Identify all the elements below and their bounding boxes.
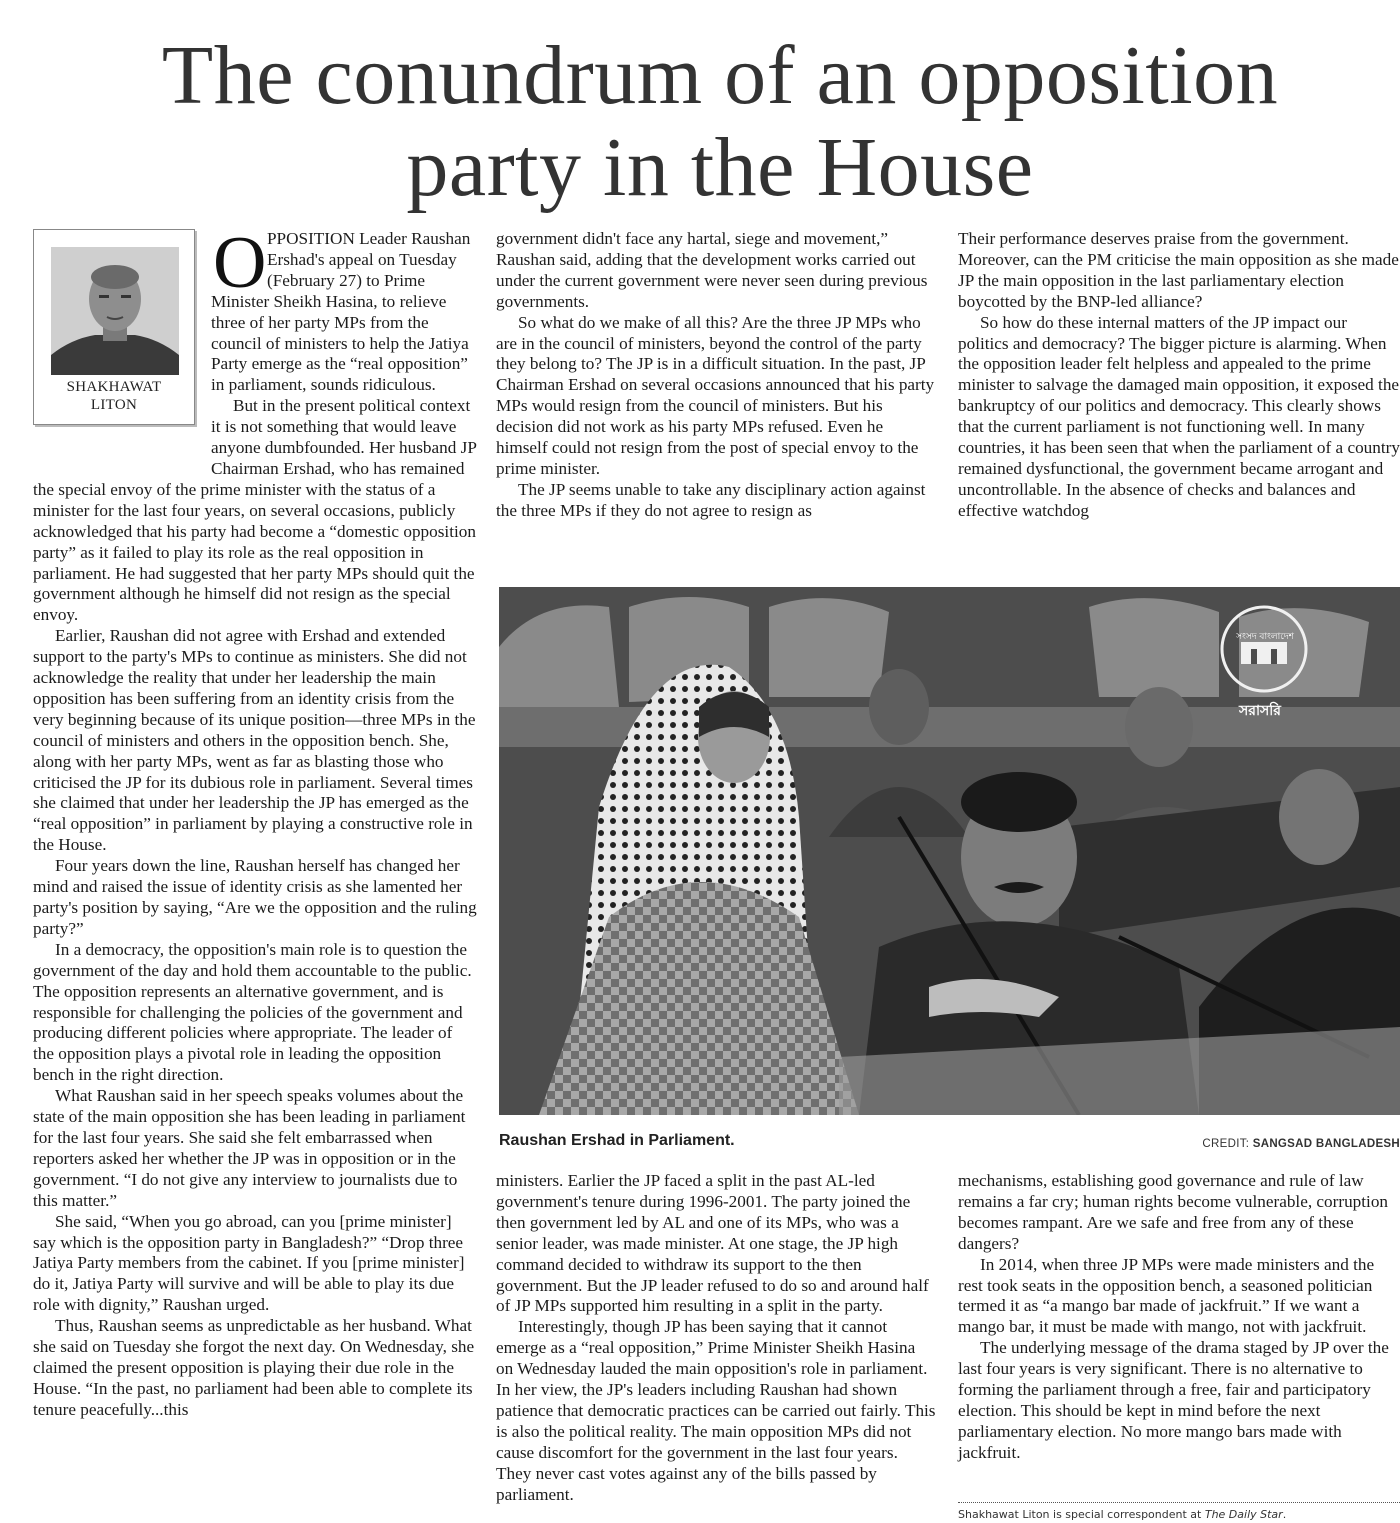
col3-bottom-paragraph-1: mechanisms, establishing good governance and rule of law remains a far cry; human rights become vulnerable, corruption becomes rampant. Are we safe and free from any of these dangers? [958, 1171, 1389, 1253]
logo-subtext: সরাসরি [1239, 703, 1281, 719]
logo-text: সংসদ বাংলাদেশ [1236, 632, 1294, 642]
col3-bottom-paragraph-3: The underlying message of the drama staged by JP over the last four years is very significant. There is no alternative to forming the parliament through a free, fair and participatory election. This should be kept in mind before the next parliamentary election. No more mango bars made with jackfruit. [958, 1338, 1389, 1462]
photo-caption: Raushan Ershad in Parliament. [499, 1132, 735, 1149]
author-name: SHAKHAWAT LITON [66, 379, 162, 413]
col1-paragraph-1: PPOSITION Leader Raushan Ershad's appeal on Tuesday (February 27) to Prime Minister Sheikh Hasina, to relieve three of her party MPs from the council of ministers to help the Jatiya Party emerge as the “real opposition” in parliament, sounds ridiculous. [211, 229, 471, 395]
headline [0, 30, 1400, 214]
column-3-top [958, 229, 1400, 522]
column-2-top [496, 229, 936, 522]
col3-paragraph-1: Their performance deserves praise from the government. Moreover, can the PM criticise the main opposition as she made JP the main opposition in the last parliamentary election boycotted by the BNP-led alliance? [958, 229, 1399, 311]
col2-bottom-paragraph-1: ministers. Earlier the JP faced a split in the past AL-led government's tenure during 1996-2001. The party joined the then government led by AL and one of its MPs, who was a senior leader, was made minister. At one stage, the JP high command decided to withdraw its support to the then government. But the JP leader refused to do so and around half of JP MPs supported him resulting in a split in the party. [496, 1171, 929, 1316]
column-1 [33, 229, 477, 1523]
headline-line-2: party in the House [406, 121, 1034, 214]
drop-cap: O [213, 222, 267, 304]
col1-paragraph-2: But in the present political context it is not something that would leave anyone dumbfounded. Her husband JP Chairman Ershad, who has remained the special envoy of the prime minister with the status of a minister for the last four years, on several occasions, publicly acknowledged that his party had become a “domestic opposition party” as it failed to play its role as the real opposition in parliament. He had suggested that her party MPs should quit the government although he himself did not resign as the special envoy. [33, 396, 477, 625]
col1-paragraph-4: Four years down the line, Raushan herself has changed her mind and raised the issue of identity crisis as she lamented her party's position by saying, “Are we the opposition and the ruling party?” [33, 856, 477, 938]
col2-paragraph-3: The JP seems unable to take any disciplinary action against the three MPs if they do not agree to resign as [496, 479, 926, 520]
parliament-photo [499, 587, 1400, 1115]
dropcap-float-spacer [211, 229, 267, 291]
col2-paragraph-1: government didn't face any hartal, siege and movement,” Raushan said, adding that the development works carried out under the current government were never seen during previous governments. [496, 229, 928, 311]
col1-paragraph-3: Earlier, Raushan did not agree with Ershad and extended support to the party's MPs to continue as ministers. She did not acknowledge the reality that under her leadership the main opposition has been suffering from an identity crisis from the very beginning because of its unique position—three MPs in the council of ministers and others in the opposition bench. She, along with her party MPs, went as far as blasting those who criticised the JP for its dubious role in parliament. Several times she claimed that under her leadership the JP has emerged as the “real opposition” in parliament by playing a constructive role in the House. [33, 626, 476, 855]
photo-credit: CREDIT: SANGSAD BANGLADESH [1202, 1138, 1400, 1150]
column-3-bottom [958, 1171, 1400, 1464]
headline-line-1: The conundrum of an opposition [161, 29, 1279, 122]
byline-float-spacer [33, 229, 211, 469]
col1-paragraph-7: She said, “When you go abroad, can you [prime minister] say which is the opposition party in Bangladesh?” “Drop three Jatiya Party members from the cabinet. If you [prime minister] do it, Jatiya Party will survive and will be able to play its due role with dignity,” Raushan urged. [33, 1211, 465, 1315]
footer-divider [958, 1502, 1400, 1503]
author-footnote: Shakhawat Liton is special correspondent at The Daily Star. [958, 1508, 1287, 1521]
col1-paragraph-6: What Raushan said in her speech speaks volumes about the state of the main opposition she has been leading in parliament for the last four years. She said she felt embarrassed when reporters asked her whether the JP was in opposition or in the government. “I do not give any interview to journalists due to this matter.” [33, 1086, 466, 1210]
col2-bottom-paragraph-2: Interestingly, though JP has been saying that it cannot emerge as a “real opposition,” Prime Minister Sheikh Hasina on Wednesday lauded the main opposition's role in parliament. In her view, the JP's leaders including Raushan had shown patience that democratic practices can be carried out fairly. This is also the political reality. The main opposition MPs did not cause discomfort for the government in the last four years. They never cast votes against any of the bills passed by parliament. [496, 1317, 936, 1504]
col3-paragraph-2: So how do these internal matters of the JP impact our politics and democracy? The bigger picture is alarming. When the opposition leader felt helpless and appealed to the prime minister to salvage the damaged main opposition, it exposed the bankruptcy of our politics and democracy. This clearly shows that the current parliament is not functioning well. In many countries, it has been seen that when the parliament of a country remained dysfunctional, the government became arrogant and uncontrollable. In the absence of checks and balances and effective watchdog [958, 312, 1400, 520]
col1-paragraph-5: In a democracy, the opposition's main role is to question the government of the day and hold them accountable to the public. The opposition represents an alternative government, and is responsible for challenging the policies of the government and producing different policies where appropriate. The leader of the opposition plays a pivotal role in leading the opposition bench in the right direction. [33, 939, 472, 1085]
col1-paragraph-8: Thus, Raushan seems as unpredictable as her husband. What she said on Tuesday she forgot the next day. On Wednesday, she claimed the present opposition is playing their due role in the House. “In the past, no parliament had been able to complete its tenure peacefully...this [33, 1316, 475, 1419]
column-2-bottom [496, 1171, 936, 1523]
col2-paragraph-2: So what do we make of all this? Are the three JP MPs who are in the council of ministers, beyond the control of the party they belong to? The JP is in a difficult situation. In the past, JP Chairman Ershad on several occasions announced that his party MPs would resign from the council of ministers. But his decision did not work as his party MPs refused. Even he himself could not resign from the post of special envoy to the prime minister. [496, 312, 935, 478]
col3-bottom-paragraph-2: In 2014, when three JP MPs were made ministers and the rest took seats in the opposition bench, a seasoned politician termed it as “a mango bar made of jackfruit.” If we want a mango bar, it must be made with mango, not with jackfruit. [958, 1254, 1375, 1337]
